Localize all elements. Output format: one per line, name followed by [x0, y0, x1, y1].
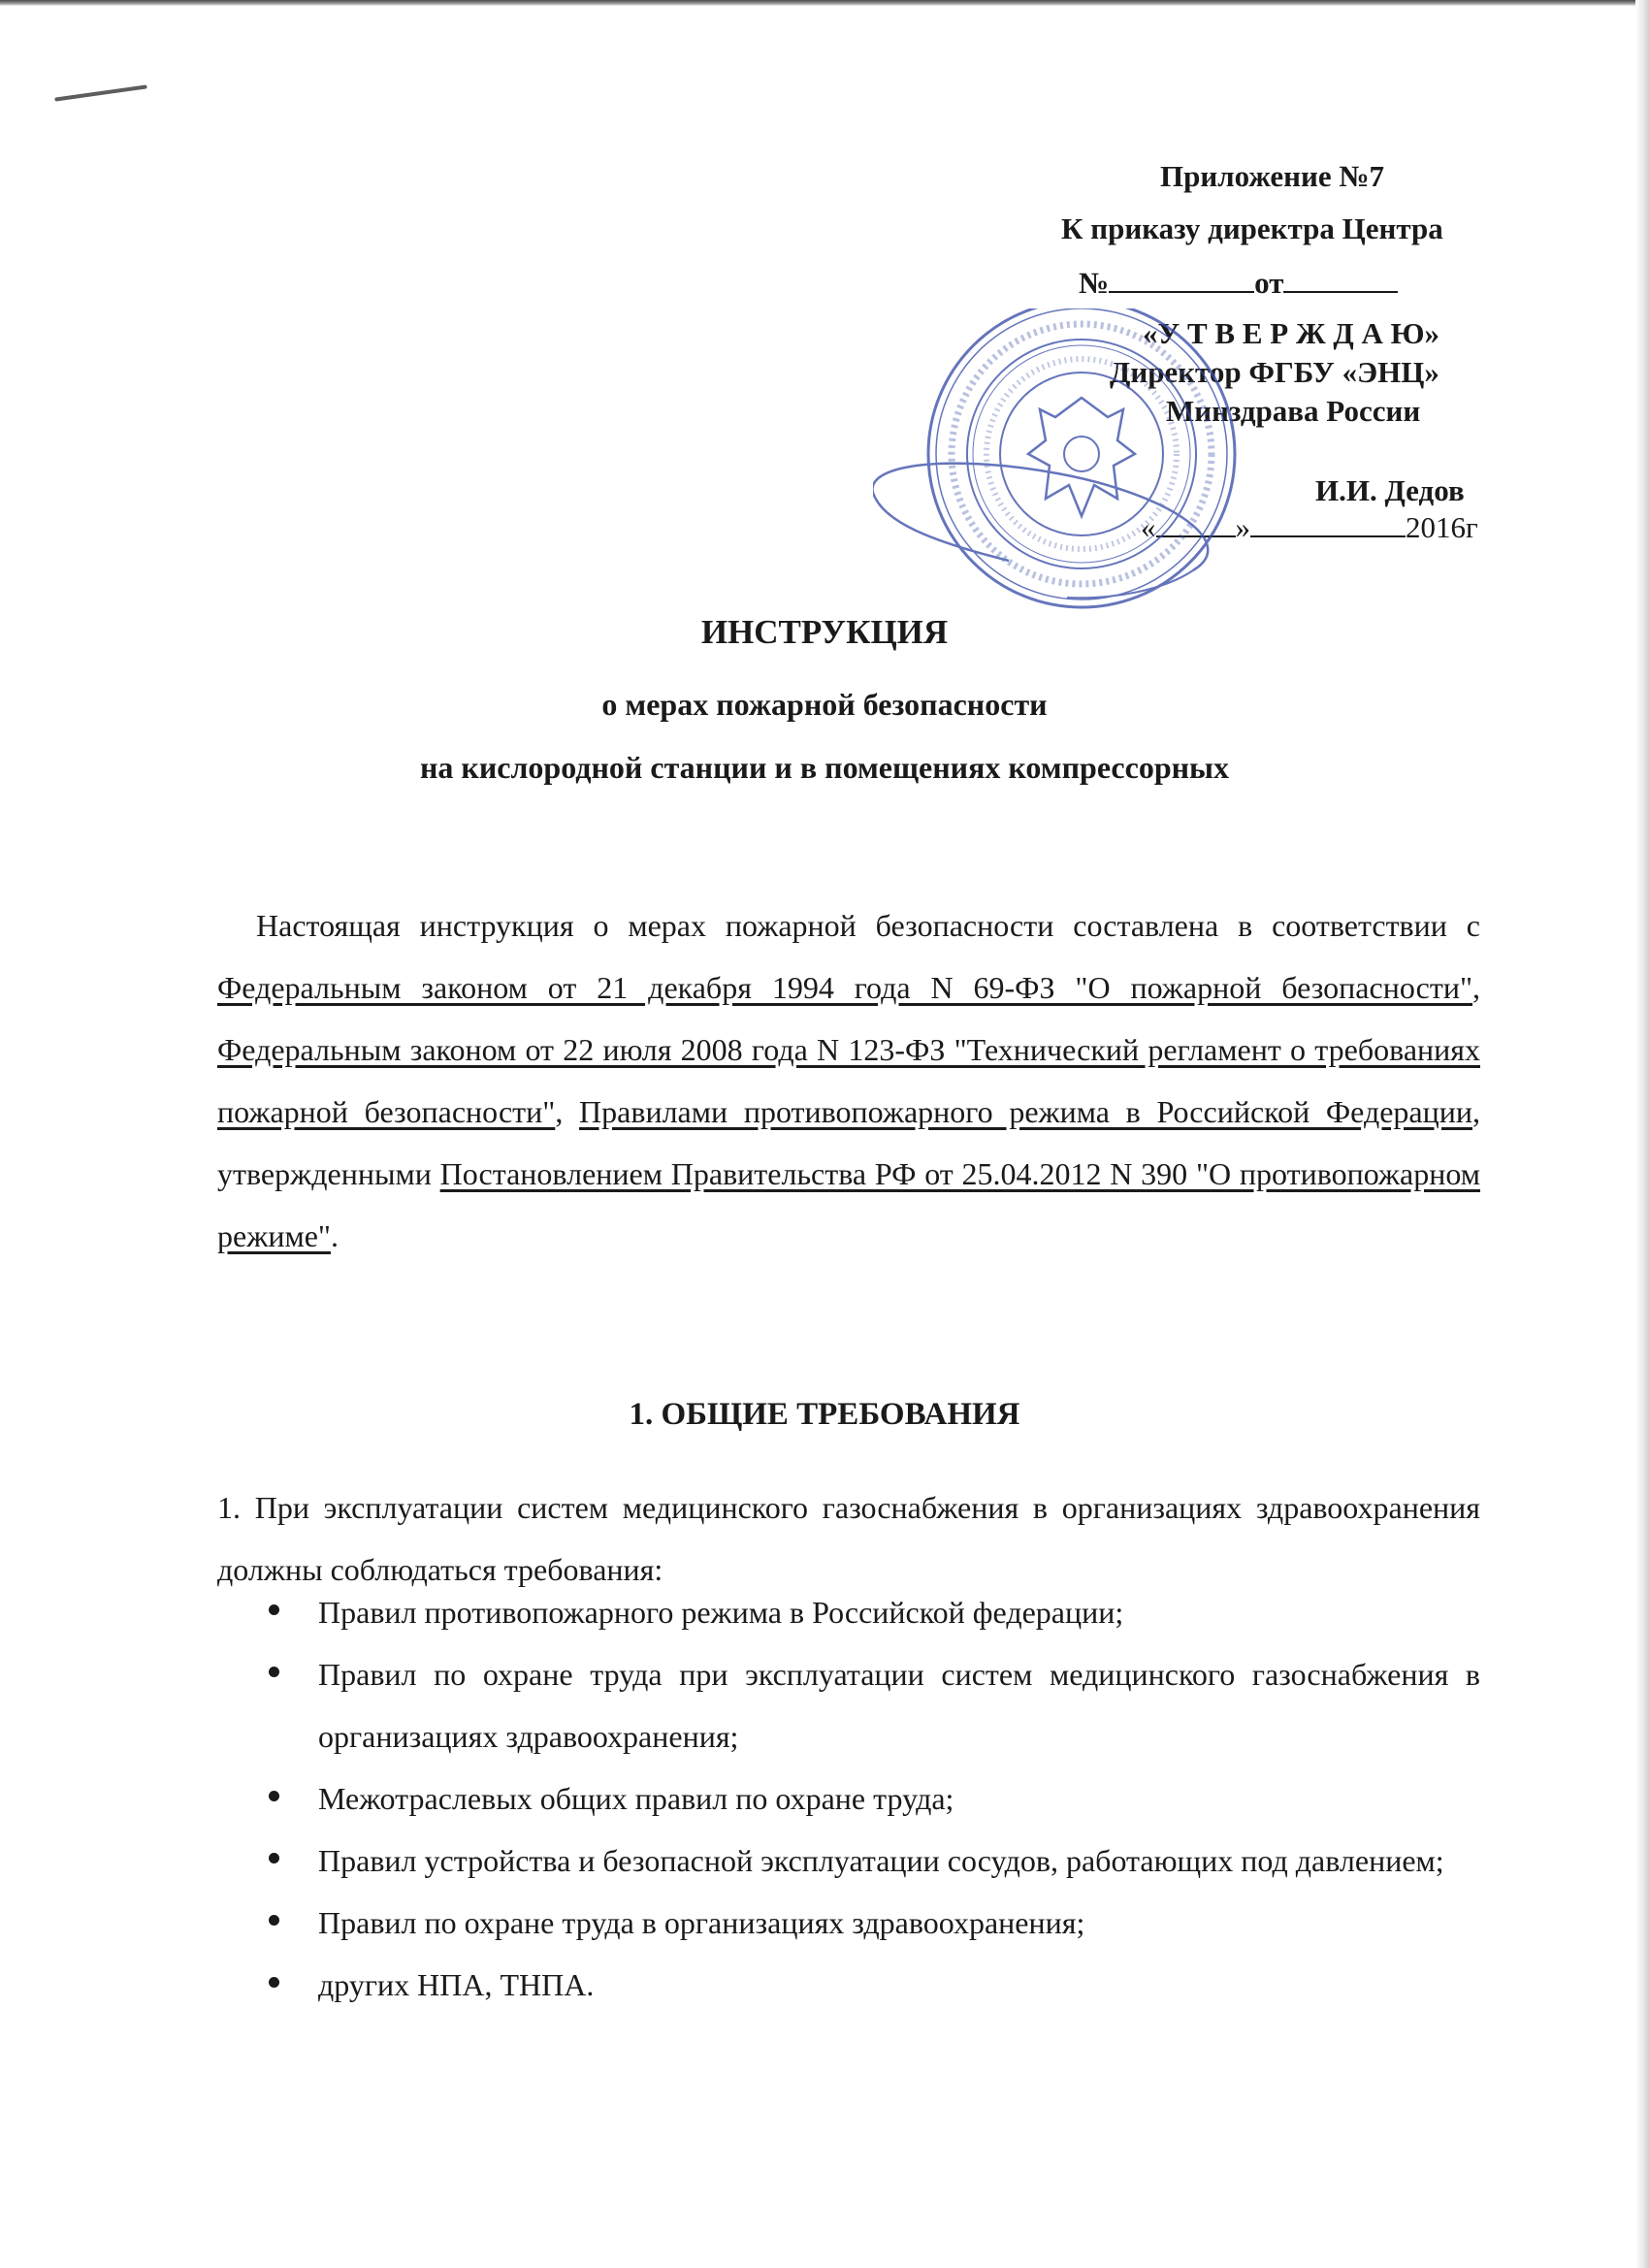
list-item	[217, 1581, 1480, 1643]
intro-text-3: ,	[555, 1094, 580, 1129]
list-item-text: других НПА, ТНПА.	[318, 1967, 595, 2002]
bullet-icon	[269, 1791, 279, 1801]
list-item	[217, 1767, 1480, 1830]
date-quote-open: «	[1141, 510, 1156, 544]
number-blank	[1109, 264, 1254, 293]
list-item-text: Правил противопожарного режима в Российской федерации;	[318, 1595, 1124, 1630]
pen-mark	[54, 84, 147, 101]
bullet-icon	[269, 1604, 279, 1615]
list-item-text: Правил устройства и безопасной эксплуатации сосудов, работающих под давлением;	[318, 1843, 1444, 1878]
list-item	[217, 1892, 1480, 1954]
scan-edge-right	[1635, 0, 1649, 2268]
law-link-123fz[interactable]: Федеральным законом от 22 июля 2008 года N 123-ФЗ "Технический регламент о требованиях пожарной безопасности"	[217, 1032, 1480, 1129]
bullet-icon	[269, 1977, 279, 1988]
director-name: И.И. Дедов	[1315, 473, 1465, 507]
official-seal-stamp	[873, 308, 1261, 629]
number-sign: №	[1079, 266, 1110, 300]
scan-edge-top	[0, 0, 1649, 6]
bullet-icon	[269, 1667, 279, 1677]
bullet-icon	[269, 1915, 279, 1926]
document-title: ИНСТРУКЦИЯ	[700, 613, 949, 651]
document-subtitle-line2: на кислородной станции и в помещениях компрессорных	[419, 750, 1230, 785]
ministry-name: Минздрава России	[1166, 394, 1421, 428]
list-item	[217, 1643, 1480, 1767]
resolution-link[interactable]: Постановлением Правительства РФ от 25.04.2012 N 390 "О противопожарном режиме"	[217, 1156, 1481, 1253]
section-heading: 1. ОБЩИЕ ТРЕБОВАНИЯ	[629, 1397, 1020, 1432]
order-number-line	[1079, 264, 1398, 301]
date-blank	[1283, 264, 1398, 293]
document-subtitle-line1: о мерах пожарной безопасности	[601, 687, 1048, 722]
intro-text-2: ,	[1472, 970, 1480, 1005]
date-quote-close: »	[1235, 510, 1250, 544]
bullet-icon	[269, 1853, 279, 1863]
intro-text-4: , утвержденными	[217, 1094, 1481, 1191]
month-blank	[1250, 508, 1406, 537]
director-title: Директор ФГБУ «ЭНЦ»	[1110, 355, 1439, 389]
date-year: 2016г	[1406, 510, 1478, 544]
section-paragraph-1: 1. При эксплуатации систем медицинского газоснабжения в организациях здравоохранения должны соблюдаться требования:	[217, 1490, 1480, 1587]
law-link-69fz[interactable]: Федеральным законом от 21 декабря 1994 года N 69-ФЗ "О пожарной безопасности"	[217, 970, 1472, 1005]
intro-paragraph	[217, 894, 1480, 1267]
list-item-text: Правил по охране труда при эксплуатации систем медицинского газоснабжения в организациях здравоохранения;	[318, 1657, 1480, 1754]
list-item	[217, 1954, 1480, 2016]
list-item-text: Правил по охране труда в организациях здравоохранения;	[318, 1905, 1085, 1940]
list-item-text: Межотраслевых общих правил по охране труда;	[318, 1781, 954, 1816]
order-reference: К приказу директра Центра	[1061, 211, 1443, 245]
requirements-list	[217, 1581, 1480, 2016]
rules-link[interactable]: Правилами противопожарного режима в Российской Федерации	[579, 1094, 1473, 1129]
appendix-label: Приложение №7	[1160, 159, 1385, 193]
intro-text-1: Настоящая инструкция о мерах пожарной безопасности составлена в соответствии с	[256, 908, 1480, 943]
list-item	[217, 1830, 1480, 1892]
intro-text-5: .	[330, 1218, 339, 1253]
from-word: от	[1254, 266, 1284, 300]
approve-heading: «У Т В Е Р Ж Д А Ю»	[1143, 316, 1439, 350]
